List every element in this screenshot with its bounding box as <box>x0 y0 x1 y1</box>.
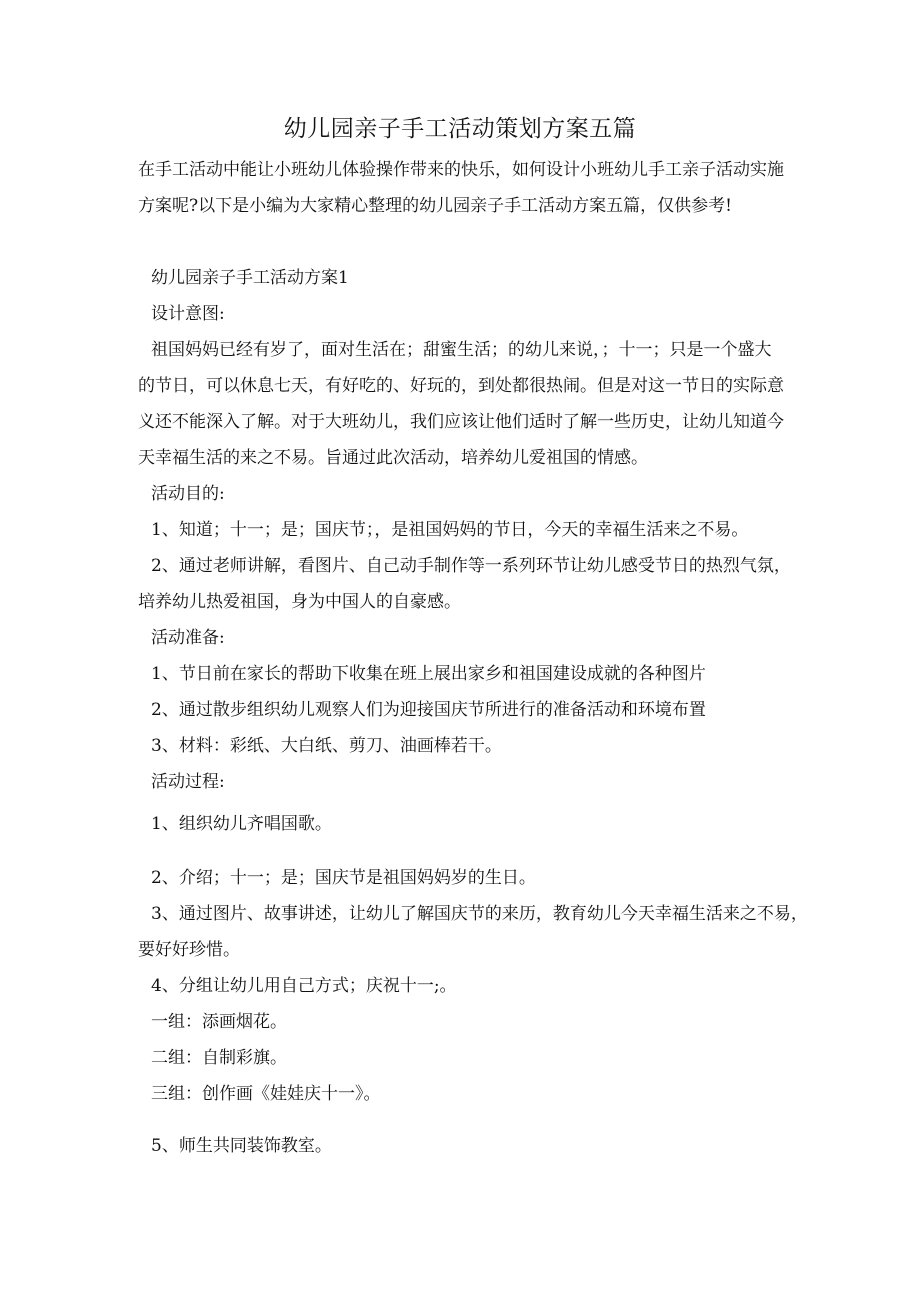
design-intent-paragraph <box>138 332 814 476</box>
goal-item-continued: 培养幼儿热爱祖国，身为中国人的自豪感。 <box>138 592 461 612</box>
design-intent-line: 祖国妈妈已经有岁了，面对生活在；甜蜜生活；的幼儿来说，；十一；只是一个盛大 <box>151 340 772 360</box>
design-intent-line: 天幸福生活的来之不易。旨通过此次活动，培养幼儿爱祖国的情感。 <box>138 448 648 468</box>
process-step: 3、通过图片、故事讲述，让幼儿了解国庆节的来历，教育幼儿今天幸福生活来之不易， <box>151 904 808 924</box>
group-item: 一组：添画烟花。 <box>151 1012 287 1032</box>
process-step: 4、分组让幼儿用自己方式；庆祝十一;。 <box>151 976 457 996</box>
goal-item: 2、通过老师讲解，看图片、自己动手制作等一系列环节让幼儿感受节日的热烈气氛， <box>151 556 791 576</box>
process-step-1-block <box>138 806 827 842</box>
design-intent-label: 设计意图: <box>151 304 225 324</box>
process-label: 活动过程: <box>151 772 225 792</box>
intro-line: 方案呢?以下是小编为大家精心整理的幼儿园亲子手工活动方案五篇，仅供参考! <box>138 196 732 216</box>
process-step-5-block <box>138 1128 827 1164</box>
goals-label: 活动目的: <box>151 484 225 504</box>
preparation-section <box>138 620 827 800</box>
process-step: 2、介绍；十一；是；国庆节是祖国妈妈岁的生日。 <box>151 868 536 888</box>
process-steps-block <box>138 860 814 1112</box>
preparation-label: 活动准备: <box>151 628 225 648</box>
goals-section <box>138 476 814 620</box>
process-step-continued: 要好好珍惜。 <box>138 940 240 960</box>
preparation-item: 3、材料：彩纸、大白纸、剪刀、油画棒若干。 <box>151 736 502 756</box>
plan-heading-block <box>138 260 827 332</box>
preparation-item: 1、节日前在家长的帮助下收集在班上展出家乡和祖国建设成就的各种图片 <box>151 664 706 684</box>
process-step: 5、师生共同装饰教室。 <box>151 1136 332 1156</box>
design-intent-line: 义还不能深入了解。对于大班幼儿，我们应该让他们适时了解一些历史，让幼儿知道今 <box>138 412 784 432</box>
design-intent-line: 的节日，可以休息七天，有好吃的、好玩的，到处都很热闹。但是对这一节日的实际意 <box>138 376 784 396</box>
intro-line: 在手工活动中能让小班幼儿体验操作带来的快乐，如何设计小班幼儿手工亲子活动实施 <box>138 160 784 180</box>
process-step: 1、组织幼儿齐唱国歌。 <box>151 814 332 834</box>
intro-paragraph <box>138 152 814 224</box>
plan-heading: 幼儿园亲子手工活动方案1 <box>151 268 349 288</box>
group-item: 二组：自制彩旗。 <box>151 1048 287 1068</box>
document-title: 幼儿园亲子手工活动策划方案五篇 <box>283 116 637 142</box>
preparation-item: 2、通过散步组织幼儿观察人们为迎接国庆节所进行的准备活动和环境布置 <box>151 700 706 720</box>
goal-item: 1、知道；十一；是；国庆节；，是祖国妈妈的节日，今天的幸福生活来之不易。 <box>151 520 749 540</box>
group-item: 三组：创作画《娃娃庆十一》。 <box>151 1084 381 1104</box>
